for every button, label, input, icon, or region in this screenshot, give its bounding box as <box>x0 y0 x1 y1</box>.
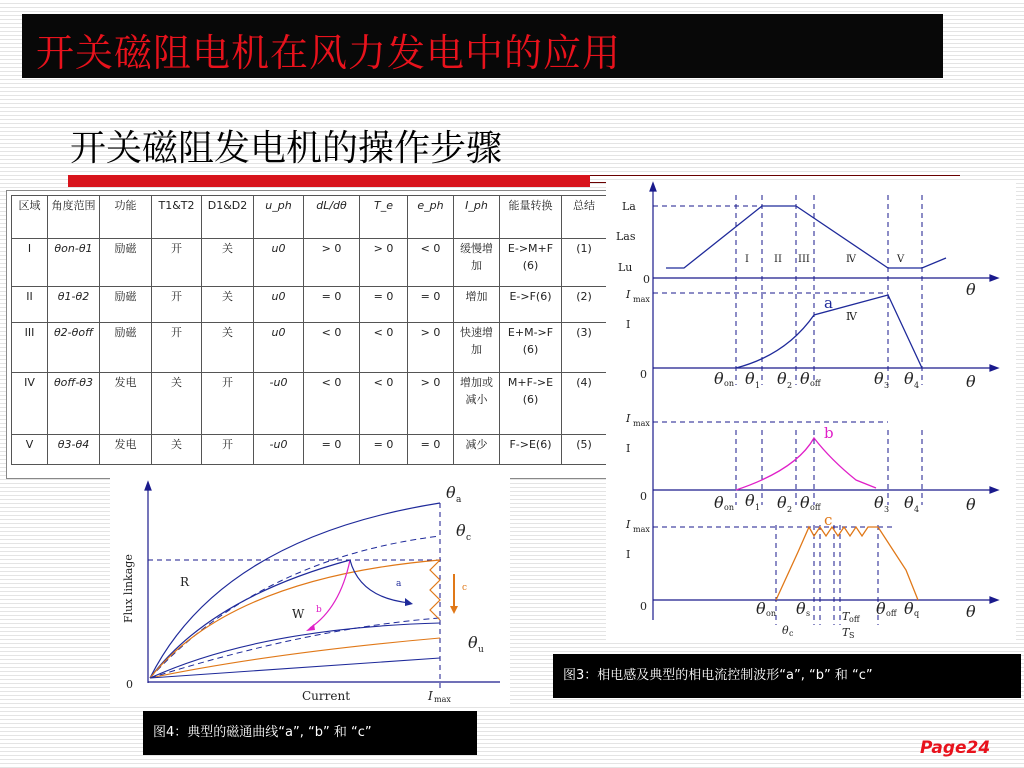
figure-4-caption: 图4：典型的磁通曲线“a”, “b” 和 “c” <box>143 711 477 755</box>
label-imax: I <box>626 288 631 301</box>
table-cell: II <box>12 287 48 323</box>
title-bar <box>22 14 943 78</box>
angle-theta-4: θ <box>904 493 914 512</box>
label-w: W <box>292 607 305 621</box>
table-cell: M+F->E(6) <box>500 373 562 435</box>
slide-title: 开关磁阻电机在风力发电中的应用 <box>36 31 622 75</box>
angle-sub: 2 <box>787 505 793 514</box>
label-imax: I <box>626 518 631 531</box>
theta-axis-label: θ <box>966 372 976 391</box>
table-cell: = 0 <box>360 287 408 323</box>
table-header: T1&T2 <box>152 196 202 239</box>
angle-sub: 4 <box>914 505 920 514</box>
label-lu: Lu <box>618 261 633 274</box>
angle-sub: 1 <box>755 503 761 512</box>
region-label-iv: Ⅳ <box>846 310 857 323</box>
table-row <box>12 287 607 323</box>
angle-theta-q: θ <box>904 599 914 618</box>
table-cell: 励磁 <box>100 239 152 287</box>
table-cell: θ2-θoff <box>48 323 100 373</box>
table-cell: (5) <box>562 435 607 465</box>
label-imax-sub: max <box>633 419 650 428</box>
table-header-row <box>12 196 607 239</box>
table-cell: 关 <box>202 323 254 373</box>
label-la: La <box>622 200 636 213</box>
table-cell: = 0 <box>408 287 454 323</box>
theta-c-sub: c <box>466 533 472 543</box>
table-cell: 励磁 <box>100 323 152 373</box>
label-zero: 0 <box>640 490 647 503</box>
table-cell: = 0 <box>304 287 360 323</box>
table-cell: 开 <box>202 373 254 435</box>
theta-c-label: θ <box>456 521 466 540</box>
table-row <box>12 323 607 373</box>
table-cell: 关 <box>202 287 254 323</box>
table-cell: = 0 <box>360 435 408 465</box>
theta-a-label: θ <box>446 483 456 502</box>
table-cell: 开 <box>152 323 202 373</box>
table-header: 角度范围 <box>48 196 100 239</box>
region-label: I <box>745 254 749 265</box>
angle-sub: off <box>886 609 897 618</box>
theta-a-sub: a <box>456 495 462 505</box>
angle-theta-on: θ <box>714 369 724 388</box>
label-t-off: T <box>842 610 850 623</box>
angle-theta-c: θ <box>782 624 789 637</box>
angle-sub: 3 <box>884 505 890 514</box>
table-cell: u0 <box>254 323 304 373</box>
table-row <box>12 239 607 287</box>
table-cell: I <box>12 239 48 287</box>
table-cell: > 0 <box>408 373 454 435</box>
curve-label-c: c <box>824 511 833 529</box>
table-cell: -u0 <box>254 435 304 465</box>
table-cell: u0 <box>254 239 304 287</box>
theta-axis-label: θ <box>966 495 976 514</box>
theta-u-sub: u <box>478 645 484 655</box>
table-cell: 增加或减小 <box>454 373 500 435</box>
table-cell: θ3-θ4 <box>48 435 100 465</box>
table-header: e_ph <box>408 196 454 239</box>
table-header: 总结 <box>562 196 607 239</box>
table-cell: 开 <box>202 435 254 465</box>
flux-linkage-figure <box>110 478 510 706</box>
table-cell: > 0 <box>408 323 454 373</box>
label-c: c <box>462 583 468 593</box>
table-cell: (3) <box>562 323 607 373</box>
region-label: III <box>798 254 810 265</box>
table-cell: < 0 <box>304 323 360 373</box>
angle-theta-3: θ <box>874 369 884 388</box>
angle-sub: s <box>806 609 811 618</box>
table-cell: 发电 <box>100 435 152 465</box>
table-header: u_ph <box>254 196 304 239</box>
table-cell: (1) <box>562 239 607 287</box>
table-header: T_e <box>360 196 408 239</box>
slide-subtitle: 开关磁阻发电机的操作步骤 <box>70 128 503 169</box>
table-cell: θon-θ1 <box>48 239 100 287</box>
table-cell: θoff-θ3 <box>48 373 100 435</box>
label-imax-sub: max <box>633 295 650 304</box>
angle-sub: off <box>849 615 860 624</box>
label-imax-sub: max <box>633 525 650 534</box>
angle-theta-on: θ <box>714 493 724 512</box>
table-cell: 关 <box>152 435 202 465</box>
label-b: b <box>316 605 322 615</box>
table-cell: E+M->F(6) <box>500 323 562 373</box>
operation-table-panel <box>6 190 611 479</box>
inductance-current-waveform-figure <box>606 180 1016 640</box>
curve-label-a: a <box>824 294 833 312</box>
table-cell: E->M+F(6) <box>500 239 562 287</box>
angle-theta-s: θ <box>796 599 806 618</box>
table-cell: = 0 <box>304 435 360 465</box>
table-cell: IV <box>12 373 48 435</box>
angle-sub: 2 <box>787 381 793 390</box>
table-cell: 快速增加 <box>454 323 500 373</box>
angle-sub: c <box>789 629 794 638</box>
table-cell: 励磁 <box>100 287 152 323</box>
angle-sub: on <box>766 609 776 618</box>
table-header: dL/dθ <box>304 196 360 239</box>
y-axis-label: Flux linkage <box>122 554 135 623</box>
table-cell: > 0 <box>304 239 360 287</box>
table-header: D1&D2 <box>202 196 254 239</box>
table-cell: u0 <box>254 287 304 323</box>
table-cell: (2) <box>562 287 607 323</box>
page-number: Page24 <box>920 738 991 758</box>
table-header: 功能 <box>100 196 152 239</box>
figure-background <box>606 180 1016 640</box>
label-zero: 0 <box>640 600 647 613</box>
angle-theta-2: θ <box>777 493 787 512</box>
table-cell: 关 <box>202 239 254 287</box>
theta-axis-label: θ <box>966 602 976 621</box>
figure-3-caption: 图3：相电感及典型的相电流控制波形“a”, “b” 和 “c” <box>553 654 1021 698</box>
angle-theta-on: θ <box>756 599 766 618</box>
table-cell: 关 <box>152 373 202 435</box>
x-axis-label: Current <box>302 689 351 703</box>
table-cell: θ1-θ2 <box>48 287 100 323</box>
angle-theta-1: θ <box>745 369 755 388</box>
table-cell: < 0 <box>360 323 408 373</box>
label-las: Las <box>616 230 636 243</box>
angle-theta-off: θ <box>876 599 886 618</box>
label-i: I <box>626 442 631 455</box>
angle-sub: on <box>724 379 734 388</box>
operation-table <box>11 195 607 465</box>
table-cell: 发电 <box>100 373 152 435</box>
label-r: R <box>180 575 190 589</box>
table-cell: 增加 <box>454 287 500 323</box>
label-zero: 0 <box>643 273 650 286</box>
region-label: Ⅳ <box>846 254 856 265</box>
label-t-s: T <box>842 626 850 639</box>
angle-sub: S <box>849 631 855 640</box>
angle-theta-1: θ <box>745 491 755 510</box>
table-header: 区域 <box>12 196 48 239</box>
angle-sub: 3 <box>884 381 890 390</box>
theta-axis-label: θ <box>966 280 976 299</box>
table-cell: F->E(6) <box>500 435 562 465</box>
table-cell: 缓慢增加 <box>454 239 500 287</box>
region-label: V <box>897 254 905 265</box>
table-cell: < 0 <box>408 239 454 287</box>
angle-sub: off <box>810 503 821 512</box>
angle-sub: off <box>810 379 821 388</box>
subtitle-underline-red <box>68 175 590 187</box>
label-a: a <box>396 579 402 589</box>
angle-theta-off: θ <box>800 369 810 388</box>
theta-u-label: θ <box>468 633 478 652</box>
imax-label: I <box>428 689 433 703</box>
curve-label-b: b <box>824 424 834 442</box>
table-cell: V <box>12 435 48 465</box>
angle-sub: q <box>914 609 920 618</box>
angle-theta-2: θ <box>777 369 787 388</box>
table-cell: III <box>12 323 48 373</box>
imax-sub: max <box>434 695 451 704</box>
angle-sub: 1 <box>755 381 761 390</box>
region-label: II <box>774 254 782 265</box>
label-imax: I <box>626 412 631 425</box>
angle-theta-off: θ <box>800 493 810 512</box>
table-row <box>12 435 607 465</box>
subtitle-underline-dark <box>590 175 960 176</box>
table-cell: -u0 <box>254 373 304 435</box>
table-cell: < 0 <box>304 373 360 435</box>
table-header: 能量转换 <box>500 196 562 239</box>
label-i: I <box>626 318 631 331</box>
table-cell: 减少 <box>454 435 500 465</box>
table-cell: (4) <box>562 373 607 435</box>
table-cell: E->F(6) <box>500 287 562 323</box>
angle-sub: 4 <box>914 381 920 390</box>
origin-label: 0 <box>126 678 133 691</box>
label-i: I <box>626 548 631 561</box>
label-zero: 0 <box>640 368 647 381</box>
angle-sub: on <box>724 503 734 512</box>
table-cell: = 0 <box>408 435 454 465</box>
table-cell: 开 <box>152 287 202 323</box>
table-cell: < 0 <box>360 373 408 435</box>
table-row <box>12 373 607 435</box>
table-cell: 开 <box>152 239 202 287</box>
angle-theta-3: θ <box>874 493 884 512</box>
table-header: I_ph <box>454 196 500 239</box>
angle-theta-4: θ <box>904 369 914 388</box>
table-cell: > 0 <box>360 239 408 287</box>
